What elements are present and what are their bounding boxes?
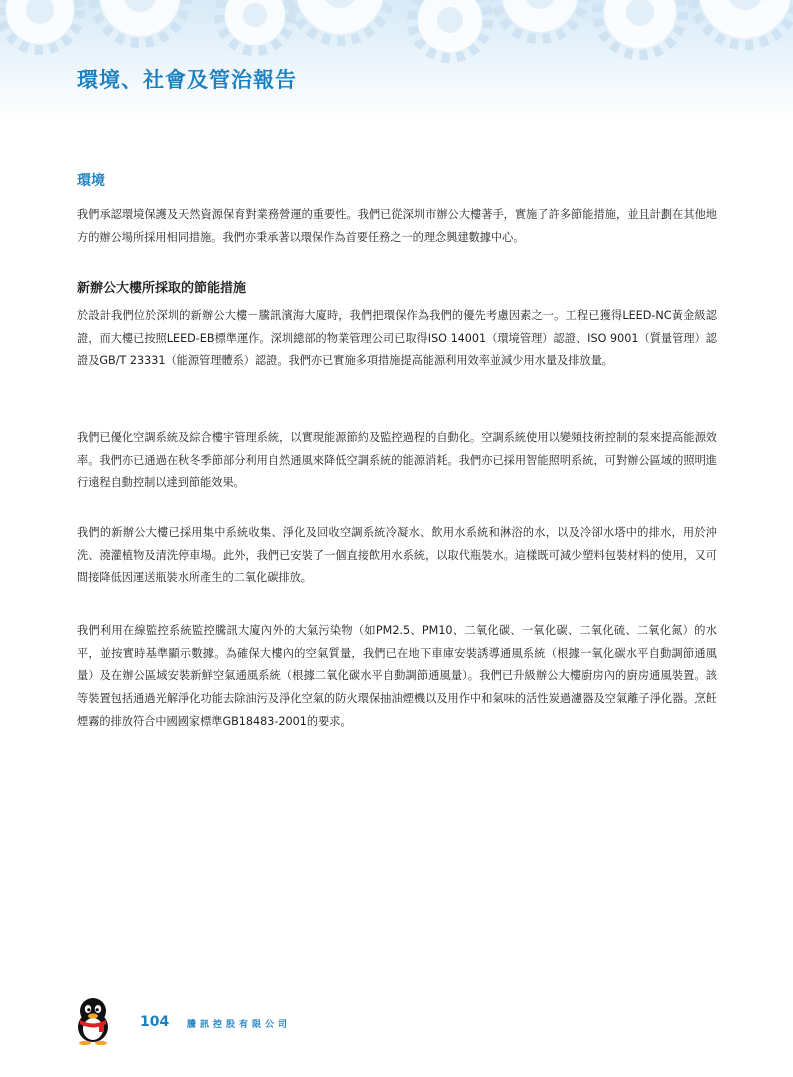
body-paragraph: 我們的新辦公大樓已採用集中系統收集、淨化及回收空調系統冷凝水、飲用水系統和淋浴的水，以及冷卻水塔中的排水，用於沖洗、澆灌植物及清洗停車場。此外，我們已安裝了一個直接飲用水系統，以取代瓶裝水。這樣既可減少塑料包裝材料的使用，又可間接降低因運送瓶裝水所產生的二氧化碳排放。 [77, 526, 717, 585]
company-name: 騰訊控股有限公司 [187, 1020, 292, 1030]
intro-paragraph: 我們承認環境保護及天然資源保育對業務營運的重要性。我們已從深圳市辦公大樓著手，實施了許多節能措施，並且計劃在其他地方的辦公場所採用相同措施。我們亦秉承著以環保作為首要任務之一的理念興建數據中心。 [77, 208, 717, 244]
section-title: 環境 [77, 173, 105, 189]
header-gears-decoration [0, 0, 793, 120]
body-paragraph: 於設計我們位於深圳的新辦公大樓－騰訊濱海大廈時，我們把環保作為我們的優先考慮因素之一。工程已獲得LEED-NC黃金級認證，而大樓已按照LEED-EB標準運作。深圳總部的物業管理公司已取得ISO 14001（環境管理）認證、ISO 9001（質量管理）認證及GB/T 23331（能源管理體系）認證。我們亦已實施多項措施提高能源利用效率並減少用水量及排放量。 [77, 309, 717, 368]
body-paragraph: 我們已優化空調系統及綜合樓宇管理系統，以實現能源節約及監控過程的自動化。空調系統使用以變頻技術控制的泵來提高能源效率。我們亦已通過在秋冬季節部分利用自然通風來降低空調系統的能源消耗。我們亦已採用智能照明系統，可對辦公區域的照明進行遠程自動控制以達到節能效果。 [77, 431, 717, 490]
report-title: 環境、社會及管治報告 [77, 68, 297, 92]
page-number: 104 [140, 1014, 170, 1030]
body-paragraph: 我們利用在線監控系統監控騰訊大廈內外的大氣污染物（如PM2.5、PM10、二氧化碳、一氧化碳、二氧化硫、二氧化氮）的水平，並按實時基準顯示數據。為確保大樓內的空氣質量，我們已在地下車庫安裝誘導通風系統（根據一氧化碳水平自動調節通風量）及在辦公區域安裝新鮮空氣通風系統（根據二氧化碳水平自動調節通風量）。我們已升級辦公大樓廚房內的廚房通風裝置。該等裝置包括通過光解淨化功能去除油污及淨化空氣的防火環保抽油煙機以及用作中和氣味的活性炭過濾器及空氣離子淨化器。烹飪煙霧的排放符合中國國家標準GB18483-2001的要求。 [77, 624, 717, 728]
penguin-mascot-icon [72, 997, 114, 1045]
subheading: 新辦公大樓所採取的節能措施 [77, 281, 247, 296]
